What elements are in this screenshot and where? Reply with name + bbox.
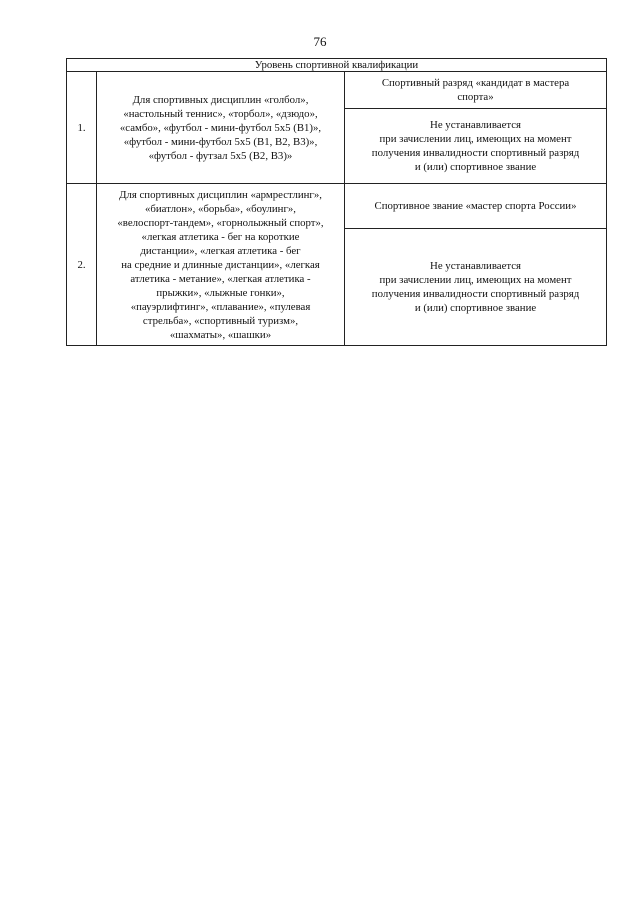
condition-line: получения инвалидности спортивный разряд xyxy=(371,147,580,159)
qualification-line: Спортивный разряд «кандидат в мастера xyxy=(381,77,570,89)
disciplines-line: дистанции», «легкая атлетика - бег xyxy=(140,244,301,257)
disciplines-line: Для спортивных дисциплин «армрестлинг», xyxy=(119,188,322,201)
disciplines-line: «настольный теннис», «торбол», «дзюдо», xyxy=(123,107,318,120)
condition-line: и (или) спортивное звание xyxy=(414,302,537,314)
condition-cell xyxy=(345,109,607,184)
condition-line: и (или) спортивное звание xyxy=(414,161,537,173)
disciplines-line: «биатлон», «борьба», «боулинг», xyxy=(145,202,296,215)
disciplines-line: стрельба», «спортивный туризм», xyxy=(142,314,299,327)
table-heading-row xyxy=(67,59,607,72)
page-number: 76 xyxy=(313,34,327,49)
condition-line: получения инвалидности спортивный разряд xyxy=(371,288,580,300)
table-heading: Уровень спортивной квалификации xyxy=(67,59,607,72)
qualification-line: Спортивное звание «мастер спорта России» xyxy=(374,200,577,212)
qualification-cell xyxy=(345,72,607,109)
disciplines-line: прыжки», «лыжные гонки», xyxy=(156,286,285,299)
disciplines-line: Для спортивных дисциплин «голбол», xyxy=(132,93,309,106)
disciplines-line: атлетика - метание», «легкая атлетика - xyxy=(130,272,311,285)
table-row xyxy=(67,72,607,109)
qualification-cell xyxy=(345,184,607,229)
disciplines-line: на средние и длинные дистанции», «легкая xyxy=(121,258,320,271)
row-number: 1. xyxy=(67,72,97,184)
disciplines-line: «футбол - футзал 5x5 (B2, B3)» xyxy=(148,149,293,162)
condition-cell xyxy=(345,229,607,346)
condition-line: Не устанавливается xyxy=(430,260,521,272)
qualification-line: спорта» xyxy=(457,91,494,103)
condition-line: Не устанавливается xyxy=(430,119,521,131)
disciplines-cell xyxy=(97,184,345,346)
qualification-table xyxy=(66,58,607,346)
disciplines-line: «пауэрлифтинг», «плавание», «пулевая xyxy=(130,300,311,313)
disciplines-line: «велоспорт-тандем», «горнолыжный спорт», xyxy=(117,216,324,229)
row-number: 2. xyxy=(67,184,97,346)
condition-line: при зачислении лиц, имеющих на момент xyxy=(379,274,572,286)
disciplines-cell xyxy=(97,72,345,184)
disciplines-line: «футбол - мини-футбол 5x5 (B1, B2, B3)», xyxy=(123,135,318,148)
table-row xyxy=(67,184,607,229)
disciplines-line: «шахматы», «шашки» xyxy=(169,328,272,341)
disciplines-line: «самбо», «футбол - мини-футбол 5x5 (B1)», xyxy=(119,121,322,134)
disciplines-line: «легкая атлетика - бег на короткие xyxy=(141,230,300,243)
condition-line: при зачислении лиц, имеющих на момент xyxy=(379,133,572,145)
